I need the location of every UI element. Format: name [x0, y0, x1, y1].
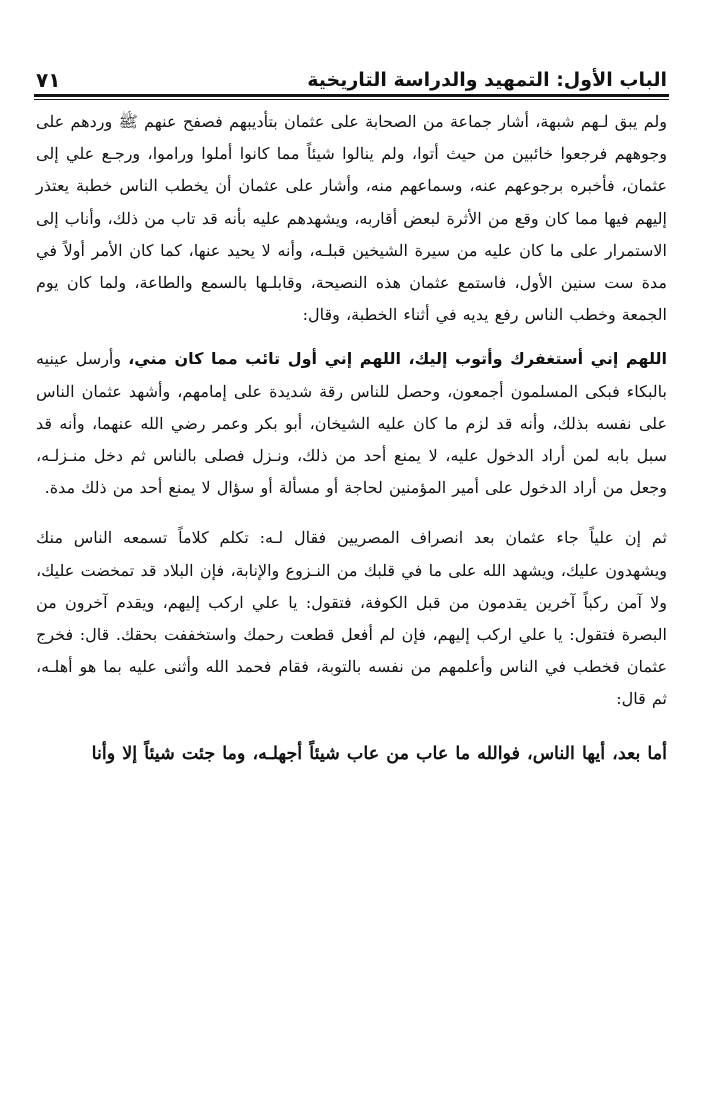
paragraph-3: ثم إن علياً جاء عثمان بعد انصراف المصريين فقال لـه: تكلم كلاماً تسمعه الناس منك ويشهدون عليك، ويشهد الله على ما في قلبك من النـزوع والإنابة، فإن البلاد قد تمخضت عليك، ولا آمن ركباً آخرين يقدمون من قبل الكوفة، فتقول: يا علي اركب إليهم، ويقدم آخرون من البصرة فتقول: يا علي اركب إليهم، فإن لم أفعل قطعت رحمك واستخففت بحقك. قال: فخرج عثمان فخطب في الناس وأعلمهم من نفسه بالتوبة، فقام فحمد الله وأثنى عليه بما هو أهلـه، ثم قال:	[36, 528, 667, 709]
header-rule-thin	[34, 99, 669, 100]
header-rule-thick	[34, 94, 669, 97]
body-text	[36, 106, 667, 770]
chapter-title: الباب الأول: التمهيد والدراسة التاريخية	[307, 69, 667, 91]
paragraph-1: ولم يبق لـهم شبهة، أشار جماعة من الصحابة على عثمان بتأديبهم فصفح عنهم ﷺ وردهم على وجوههم فرجعوا خائبين من حيث أتوا، ولم ينالوا شيئاً مما كانوا أملوا وراموا، ورجـع علي إلى عثمان، فأخبره برجوعهم عنه، وسماعهم منه، وأشار على عثمان أن يخطب الناس خطبة يعتذر إليهم فيها مما كان وقع من الأثرة لبعض أقاربه، ويشهدهم عليه بأنه قد تاب من ذلك، وأناب إلى الاستمرار على ما كان عليه من سيرة الشيخين قبلـه، وأنه لا يحيد عنها، كما كان الأمر أولاً في مدة ست سنين الأول، فاستمع عثمان هذه النصيحة، وقابلـها بالسمع والطاعة، ولما كان يوم الجمعة وخطب الناس رفع يديه في أثناء الخطبة، وقال:	[36, 112, 667, 325]
page-number: ٧١	[36, 68, 61, 92]
speech-quote: أما بعد، أيها الناس، فوالله ما عاب من عاب شيئاً أجهلـه، وما جئت شيئاً إلا وأنا	[91, 743, 667, 764]
paragraph-2-text: وأرسل عينيه بالبكاء فبكى المسلمون أجمعون، وحصل للناس رقة شديدة على إمامهم، وأشهد عثمان الناس على نفسه بذلك، وأنه قد لزم ما كان عليه الشيخان، أبو بكر وعمر رضي الله عنهما، وأنه قد سبل بابه لمن أراد الدخول عليه، لا يمنع أحد من ذلك، ونـزل فصلى بالناس ثم دخل منـزلـه، وجعل من أراد الدخول على أمير المؤمنين لحاجة أو مسألة أو سؤال لا يمنع أحد من ذلك مدة.	[36, 349, 668, 498]
page-header	[36, 58, 667, 92]
prayer-quote: اللهم إني أستغفرك وأتوب إليك، اللهم إني أول تائب مما كان مني،	[128, 349, 668, 369]
paragraph-2	[36, 343, 667, 504]
